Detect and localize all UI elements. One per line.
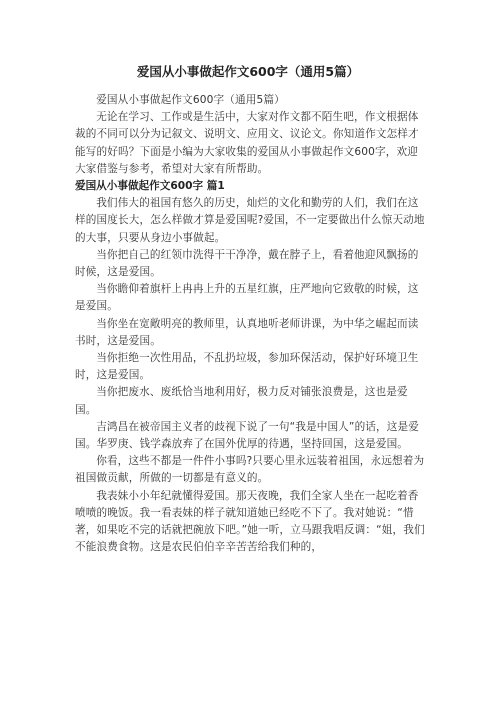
document-body <box>75 92 427 556</box>
body-paragraph: 我表妹小小年纪就懂得爱国。那天夜晚，我们全家人坐在一起吃着香喷喷的晚饭。我一看表妹的样子就知道她已经吃不下了。我对她说：“惜著，如果吃不完的话就把碗放下吧。”她一听，立马跟我唱反调：“姐，我们不能浪费食物。这是农民伯伯辛辛苦苦给我们种的， <box>75 489 425 554</box>
body-paragraph: 当你拒绝一次性用品，不乱扔垃圾，参加环保活动，保护好环境卫生时，这是爱国。 <box>75 352 419 382</box>
intro-paragraph: 无论在学习、工作或是生活中，大家对作文都不陌生吧，作文根据体裁的不同可以分为记叙文、说明文、应用文、议论文。你知道作文怎样才能写的好吗？下面是小编为大家收集的爱国从小事做起作文600字，欢迎大家借鉴与参考，希望对大家有所帮助。 <box>75 111 419 175</box>
body-paragraph: 当你瞻仰着旗杆上冉冉上升的五星红旗，庄严地向它致敬的时候，这是爱国。 <box>75 283 419 313</box>
body-paragraph: 当你把废水、废纸恰当地利用好，极力反对铺张浪费是，这也是爱国。 <box>75 386 408 416</box>
document-title: 爱国从小事做起作文600字（通用5篇） <box>136 64 360 79</box>
section-heading: 爱国从小事做起作文600字 篇1 <box>75 180 225 193</box>
body-paragraph: 吉鸿昌在被帝国主义者的歧视下说了一句“我是中国人”的话，这是爱国。华罗庚、钱学森放弃了在国外优厚的待遇，坚持回国，这是爱国。 <box>75 420 420 451</box>
body-paragraph: 我们伟大的祖国有悠久的历史，灿烂的文化和勤劳的人们，我们在这样的国度长大，怎么样做才算是爱国呢?爱国，不一定要做出什么惊天动地的大事，只要从身边小事做起。 <box>75 197 425 244</box>
body-paragraph: 当你把自己的红领巾洗得干干净净，戴在脖子上，看着他迎风飘扬的时候，这是爱国。 <box>75 248 419 279</box>
intro-subtitle-paragraph: 爱国从小事做起作文600字（通用5篇） <box>96 94 285 106</box>
body-paragraph: 当你坐在宽敞明亮的教师里，认真地听老师讲课，为中华之崛起而读书时，这是爱国。 <box>75 317 419 347</box>
body-paragraph: 你看，这些不都是一件件小事吗?只要心里永远装着祖国，永远想着为祖国做贡献，所做的一切都是有意义的。 <box>75 455 425 485</box>
